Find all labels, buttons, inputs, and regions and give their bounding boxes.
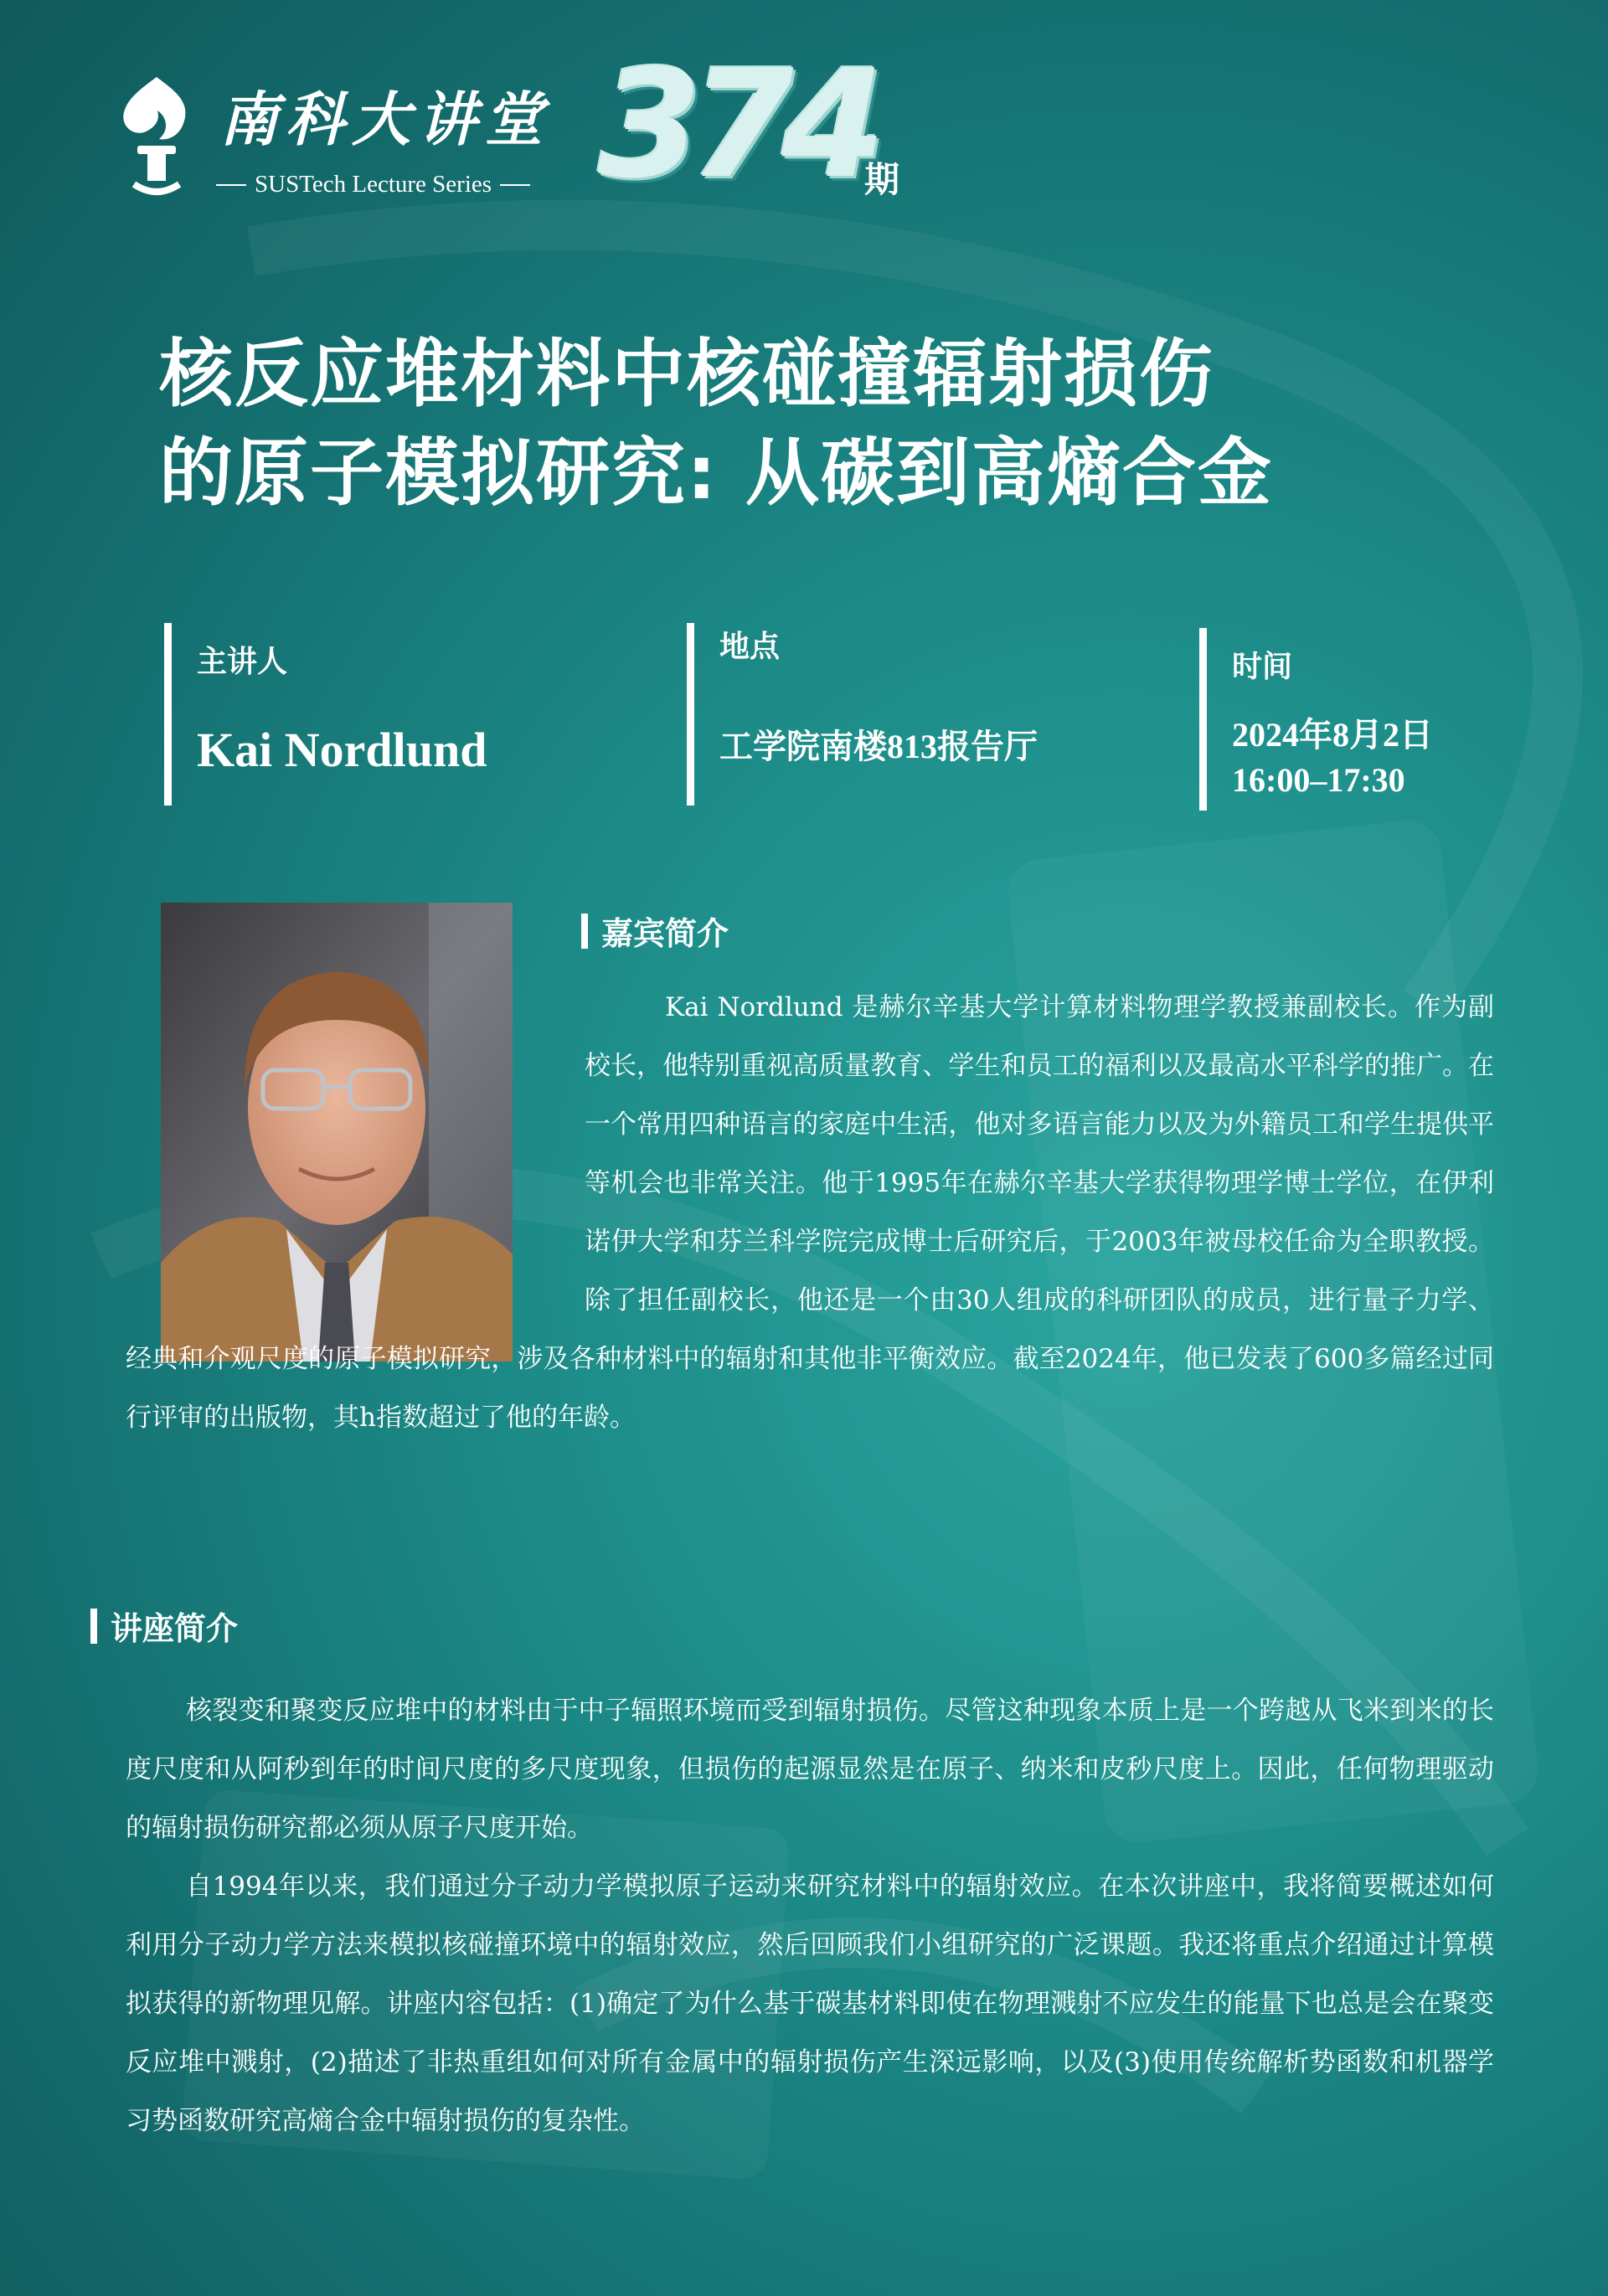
time-value: 16:00–17:30 — [1232, 761, 1405, 799]
location-value: 工学院南楼813报告厅 — [719, 728, 1038, 765]
lecture-paragraph-2 — [126, 1857, 1494, 2150]
speaker-info — [164, 623, 641, 806]
title-line-1: 核反应堆材料中核碰撞辐射损伤 — [159, 331, 1215, 417]
bio-text: Kai Nordlund 是赫尔辛基大学计算材料物理学教授兼副校长。作为副校长，他特别重视高质量教育、学生和员工的福利以及最高水平科学的推广。在一个常用四种语言的家庭中生活，他对多语言能力以及为外籍员工和学生提供平等机会也非常关注。他于1995年在赫尔辛基大学获得物理学博士学位，在伊利诺伊大学和芬兰科学院完成博士后研究后，于2003年被母校任命为全职教授。除了担任副校长，他还是一个由30人组成的科研团队的成员，进行量子力学、经典和介观尺度的原子模拟研究，涉及各种材料中的辐射和其他非平衡效应。截至2024年，他已发表了600多篇经过同行评审的出版物，其h指数超过了他的年龄。 — [126, 992, 1494, 1433]
bio-paragraph — [126, 978, 1494, 1447]
bio-heading — [581, 908, 729, 954]
photo-wrap-spacer — [126, 978, 585, 1330]
issue-number: 374 — [598, 38, 874, 211]
brand-subtitle-row — [216, 172, 530, 197]
lecture-paragraph-1 — [126, 1681, 1494, 1857]
subtitle-rule-right — [500, 184, 530, 186]
lecture-heading-bar — [90, 1609, 97, 1644]
title-line-2: 的原子模拟研究: 从碳到高熵合金 — [159, 429, 1273, 516]
time-info — [1199, 628, 1592, 811]
issue-suffix: 期 — [864, 159, 900, 200]
location-info — [687, 623, 1163, 806]
lecture-paragraph-2-text: 自1994年以来，我们通过分子动力学模拟原子运动来研究材料中的辐射效应。在本次讲座中，我将简要概述如何利用分子动力学方法来模拟核碰撞环境中的辐射效应，然后回顾我们小组研究的广泛课题。我还将重点介绍通过计算模拟获得的新物理见解。讲座内容包括：(1)确定了为什么基于碳基材料即使在物理溅射不应发生的能量下也总是会在聚变反应堆中溅射，(2)描述了非热重组如何对所有金属中的辐射损伤产生深远影响，以及(3)使用传统解析势函数和机器学习势函数研究高熵合金中辐射损伤的复杂性。 — [126, 1871, 1494, 2136]
subtitle-rule-left — [216, 184, 246, 186]
speaker-name: Kai Nordlund — [197, 723, 487, 777]
location-label: 地点 — [719, 630, 781, 664]
bio-heading-text: 嘉宾简介 — [601, 915, 729, 952]
date-value: 2024年8月2日 — [1232, 716, 1433, 754]
speaker-label: 主讲人 — [197, 645, 288, 679]
lecture-title — [159, 325, 1273, 523]
time-label: 时间 — [1232, 650, 1293, 684]
lecture-paragraph-1-text: 核裂变和聚变反应堆中的材料由于中子辐照环境而受到辐射损伤。尽管这种现象本质上是一个跨越从飞米到米的长度尺度和从阿秒到年的时间尺度的多尺度现象，但损伤的起源显然是在原子、纳米和皮秒尺度上。因此，任何物理驱动的辐射损伤研究都必须从原子尺度开始。 — [126, 1696, 1494, 1843]
brand-subtitle: SUSTech Lecture Series — [255, 171, 492, 198]
brand-name: 南科大讲堂 — [219, 85, 550, 154]
bio-heading-bar — [581, 914, 588, 949]
torch-flame-logo-icon — [116, 74, 198, 199]
lecture-heading-text: 讲座简介 — [111, 1610, 239, 1647]
lecture-heading — [90, 1603, 238, 1649]
